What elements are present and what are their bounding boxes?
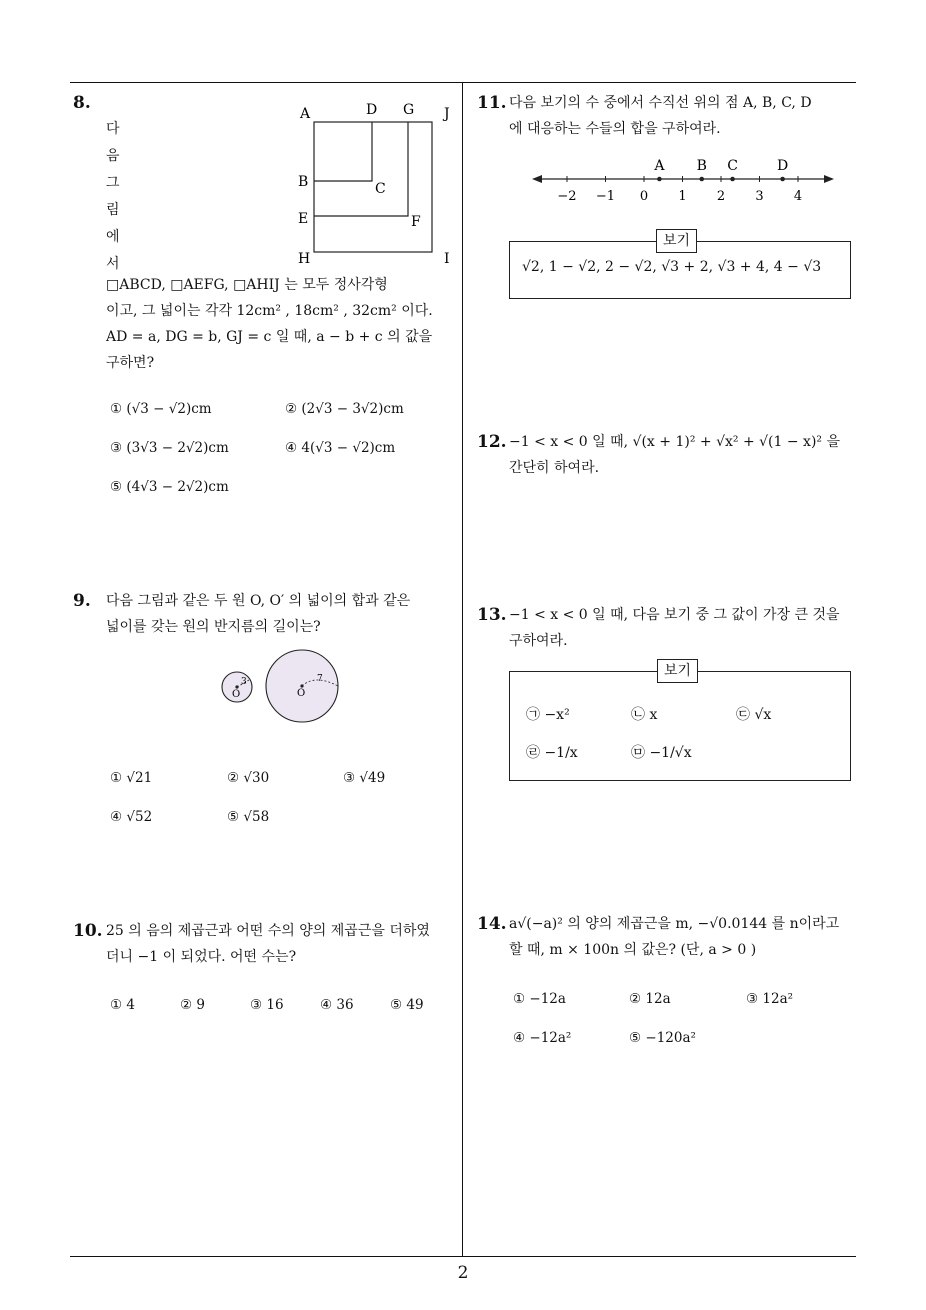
bogi-item-3: ㉢ √x bbox=[736, 707, 772, 723]
text-line: 구하면? bbox=[106, 355, 155, 371]
point-label: D bbox=[776, 158, 789, 174]
bogi-label: 보기 bbox=[656, 229, 697, 253]
point-label: C bbox=[727, 158, 738, 174]
vertical-char: 림 bbox=[106, 202, 120, 218]
choice-4[interactable]: ④ −12a² bbox=[513, 1030, 572, 1046]
vertical-char: 에 bbox=[106, 229, 120, 245]
text-line: 할 때, m × 100n 의 값은? (단, a > 0 ) bbox=[509, 942, 757, 958]
question-text bbox=[106, 272, 456, 376]
question-number: 12. bbox=[477, 432, 507, 452]
choice-4[interactable]: ④ 4(√3 − √2)cm bbox=[285, 440, 396, 456]
bogi-item-2: ㉡ x bbox=[631, 707, 658, 723]
question-number: 14. bbox=[477, 914, 507, 934]
choice-1[interactable]: ① √21 bbox=[110, 770, 153, 786]
question-number: 11. bbox=[477, 93, 507, 113]
label-c: C bbox=[375, 181, 386, 197]
text-line: 다음 그림과 같은 두 원 O, O′ 의 넓이의 합과 같은 bbox=[106, 593, 411, 609]
text-line: 넓이를 갖는 원의 반지름의 길이는? bbox=[106, 619, 321, 635]
label-f: F bbox=[411, 214, 421, 230]
tick-label: 1 bbox=[678, 189, 687, 204]
tick-label: 4 bbox=[793, 189, 803, 204]
question-text bbox=[509, 429, 861, 481]
choice-1[interactable]: ① (√3 − √2)cm bbox=[110, 401, 212, 417]
point-d bbox=[780, 177, 785, 182]
point-label: A bbox=[654, 158, 665, 174]
left-arrow-icon bbox=[532, 175, 542, 183]
question-text bbox=[509, 602, 861, 654]
text-line: 에 대응하는 수들의 합을 구하여라. bbox=[509, 121, 721, 137]
text-line: 다음 보기의 수 중에서 수직선 위의 점 A, B, C, D bbox=[509, 95, 812, 111]
choice-1[interactable]: ① −12a bbox=[513, 991, 566, 1007]
label-e: E bbox=[298, 211, 309, 227]
small-radius: 3 bbox=[241, 677, 247, 687]
center-o-prime: O bbox=[297, 688, 306, 699]
tick-label: 2 bbox=[716, 189, 726, 204]
text-line: a√(−a)² 의 양의 제곱근을 m, −√0.0144 를 n이라고 bbox=[509, 916, 840, 932]
choice-4[interactable]: ④ 36 bbox=[320, 997, 354, 1013]
squares-figure bbox=[290, 96, 460, 268]
choice-3[interactable]: ③ 16 bbox=[250, 997, 284, 1013]
choice-2[interactable]: ② 9 bbox=[180, 997, 205, 1013]
choice-3[interactable]: ③ √49 bbox=[343, 770, 386, 786]
text-line: 구하여라. bbox=[509, 633, 568, 649]
point-a bbox=[657, 177, 662, 182]
label-h: H bbox=[298, 251, 311, 267]
label-d: D bbox=[366, 102, 378, 118]
choice-2[interactable]: ② √30 bbox=[227, 770, 270, 786]
point-label: B bbox=[696, 158, 707, 174]
bogi-item-1: ㉠ −x² bbox=[526, 707, 570, 723]
question-number: 8. bbox=[73, 93, 91, 113]
top-rule bbox=[70, 82, 856, 83]
question-text bbox=[106, 918, 458, 970]
question-number: 9. bbox=[73, 591, 91, 611]
vertical-char: 다 bbox=[106, 121, 120, 137]
question-text bbox=[106, 588, 458, 640]
choice-2[interactable]: ② 12a bbox=[629, 991, 671, 1007]
tick-label: −2 bbox=[557, 189, 577, 204]
number-line bbox=[530, 150, 840, 208]
right-arrow-icon bbox=[824, 175, 834, 183]
bogi-label: 보기 bbox=[657, 659, 698, 683]
tick-label: 3 bbox=[755, 189, 764, 204]
label-a: A bbox=[300, 106, 311, 122]
label-b: B bbox=[298, 174, 309, 190]
point-b bbox=[699, 177, 704, 182]
vertical-char: 그 bbox=[106, 175, 120, 191]
vertical-text bbox=[106, 116, 120, 278]
point-c bbox=[730, 177, 735, 182]
big-radius: 7 bbox=[317, 674, 323, 684]
question-number: 13. bbox=[477, 605, 507, 625]
label-i: I bbox=[444, 251, 450, 267]
bogi-box bbox=[509, 671, 851, 781]
text-line: −1 < x < 0 일 때, √(x + 1)² + √x² + √(1 − x)² 을 bbox=[509, 434, 840, 450]
choice-5[interactable]: ⑤ 49 bbox=[390, 997, 424, 1013]
tick-label: −1 bbox=[595, 189, 616, 204]
circles-figure bbox=[215, 646, 345, 726]
text-line: −1 < x < 0 일 때, 다음 보기 중 그 값이 가장 큰 것을 bbox=[509, 607, 840, 623]
label-j: J bbox=[444, 106, 450, 122]
choice-4[interactable]: ④ √52 bbox=[110, 809, 153, 825]
text-line: 이고, 그 넓이는 각각 12cm² , 18cm² , 32cm² 이다. bbox=[106, 303, 433, 319]
bogi-item-4: ㉣ −1/x bbox=[526, 745, 578, 761]
text-line: 간단히 하여라. bbox=[509, 460, 600, 476]
vertical-char: 서 bbox=[106, 256, 120, 272]
bottom-rule bbox=[70, 1256, 856, 1257]
page-number: 2 bbox=[457, 1263, 469, 1283]
vertical-char: 음 bbox=[106, 148, 120, 164]
center-o: O bbox=[232, 689, 241, 700]
text-line: 25 의 음의 제곱근과 어떤 수의 양의 제곱근을 더하였 bbox=[106, 923, 430, 939]
text-line: AD = a, DG = b, GJ = c 일 때, a − b + c 의 값을 bbox=[106, 329, 433, 345]
bogi-item-5: ㉤ −1/√x bbox=[631, 745, 692, 761]
choice-2[interactable]: ② (2√3 − 3√2)cm bbox=[285, 401, 404, 417]
choice-3[interactable]: ③ (3√3 − 2√2)cm bbox=[110, 440, 229, 456]
label-g: G bbox=[403, 102, 415, 118]
question-text bbox=[509, 911, 861, 963]
bogi-content: √2, 1 − √2, 2 − √2, √3 + 2, √3 + 4, 4 − √3 bbox=[522, 259, 822, 275]
column-divider bbox=[462, 83, 463, 1256]
question-text bbox=[509, 90, 859, 142]
choice-1[interactable]: ① 4 bbox=[110, 997, 135, 1013]
tick-label: 0 bbox=[639, 189, 649, 204]
question-number: 10. bbox=[73, 921, 103, 941]
choice-5[interactable]: ⑤ (4√3 − 2√2)cm bbox=[110, 479, 229, 495]
choice-5[interactable]: ⑤ −120a² bbox=[629, 1030, 696, 1046]
text-line: □ABCD, □AEFG, □AHIJ 는 모두 정사각형 bbox=[106, 277, 388, 293]
text-line: 더니 −1 이 되었다. 어떤 수는? bbox=[106, 949, 297, 965]
choice-3[interactable]: ③ 12a² bbox=[746, 991, 794, 1007]
choice-5[interactable]: ⑤ √58 bbox=[227, 809, 270, 825]
